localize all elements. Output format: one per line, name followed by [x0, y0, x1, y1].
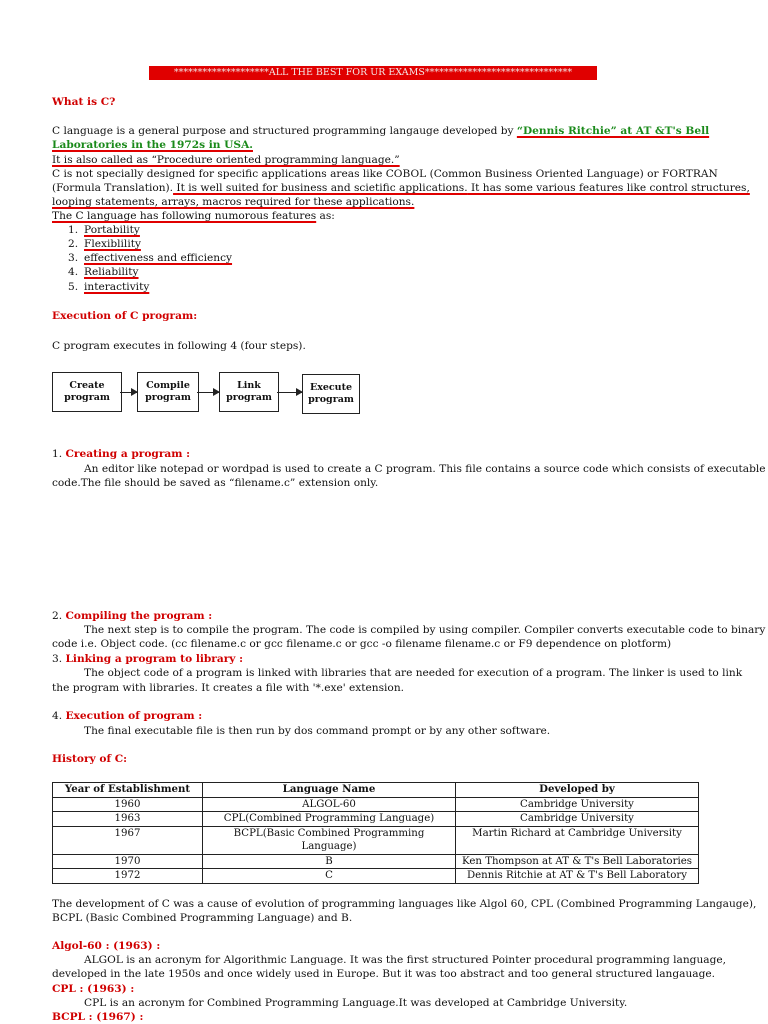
step-1-line-1: An editor like notepad or wordpad is used to create a C program. This file contains a source code which consists of executable [84, 463, 766, 475]
cpl-heading: CPL : (1963) : [52, 983, 135, 995]
step-2-title [52, 609, 212, 623]
table-cell: CPL(Combined Programming Language) [203, 812, 456, 827]
features-text: It has some various features like control structures, [467, 182, 750, 194]
table-cell: 1970 [53, 854, 203, 869]
features-intro-text: The C language has following numorous features [52, 210, 317, 222]
history-heading: History of C: [52, 753, 128, 765]
step-title: Compiling the program : [65, 610, 213, 622]
table-cell: Martin Richard at Cambridge University [456, 826, 699, 854]
feature-label: Reliability [84, 266, 139, 278]
step-number: 4. [52, 710, 63, 722]
execute-program-box [302, 374, 360, 414]
history-para-line-2: BCPL (Basic Combined Programming Language) and B. [52, 912, 353, 924]
feature-item: 4. Reliability [68, 266, 139, 278]
looping-text: looping statements, arrays, macros required for these applications. [52, 196, 415, 208]
step-1-title [52, 447, 190, 461]
procedure-oriented-text: It is also called as “Procedure oriented programming language.” [52, 154, 400, 166]
history-table [52, 782, 699, 884]
intro-line-3 [52, 153, 400, 167]
box-label: Execute [309, 382, 353, 393]
feature-label: interactivity [84, 281, 150, 293]
table-cell: Ken Thompson at AT & T's Bell Laboratories [456, 854, 699, 869]
feature-label: Portability [84, 224, 140, 236]
step-number: 3. [52, 653, 63, 665]
intro-line-1 [52, 124, 709, 138]
step-2-line-2: code i.e. Object code. (cc filename.c or gcc filename.c or gcc -o filename filename.c or F9 dependence on plotform) [52, 638, 672, 650]
algol-line-1: ALGOL is an acronym for Algorithmic Language. It was the first structured Pointer procedural programming language, [84, 954, 727, 966]
table-cell: C [203, 869, 456, 884]
compile-program-box [137, 372, 199, 412]
features-intro-suffix: as: [316, 210, 335, 222]
arrow-icon [120, 392, 137, 393]
cpl-line-1: CPL is an acronym for Combined Programming Language.It was developed at Cambridge University. [84, 997, 628, 1009]
arrow-icon [197, 392, 219, 393]
step-number: 1. [52, 448, 63, 460]
intro-line-5 [52, 181, 750, 195]
box-label: Create [69, 380, 105, 391]
table-row [53, 854, 699, 869]
step-4-title [52, 709, 202, 723]
intro-line-1-text: C language is a general purpose and structured programming langauge developed by [52, 125, 517, 137]
table-cell: 1963 [53, 812, 203, 827]
history-para-line-1: The development of C was a cause of evolution of programming languages like Algol 60, CPL (Combined Programming Langauge), [52, 898, 757, 910]
step-3-line-1: The object code of a program is linked with libraries that are needed for execution of a program. The linker is used to link [84, 667, 743, 679]
bcpl-heading: BCPL : (1967) : [52, 1011, 144, 1023]
table-cell: 1972 [53, 869, 203, 884]
step-3-title [52, 652, 243, 666]
table-row [53, 826, 699, 854]
link-program-box [219, 372, 279, 412]
step-2-line-1: The next step is to compile the program. The code is compiled by using compiler. Compiler converts executable code to binary [84, 624, 766, 636]
column-header: Developed by [456, 783, 699, 798]
feature-item: 2. Flexiblility [68, 238, 141, 250]
table-row [53, 797, 699, 812]
step-1-line-2: code.The file should be saved as “filename.c” extension only. [52, 477, 379, 489]
table-header-row [53, 783, 699, 798]
box-label: program [226, 392, 272, 403]
algol-line-2: developed in the late 1950s and once widely used in Europe. But it was too abstract and too general structured langauage. [52, 968, 716, 980]
table-cell: ALGOL-60 [203, 797, 456, 812]
feature-label: Flexiblility [84, 238, 141, 250]
step-title: Linking a program to library : [65, 653, 244, 665]
table-cell: 1967 [53, 826, 203, 854]
bell-labs-highlight: Laboratories in the 1972s in USA. [52, 139, 253, 151]
column-header: Language Name [203, 783, 456, 798]
step-number: 2. [52, 610, 63, 622]
box-label: program [64, 392, 110, 403]
table-row [53, 812, 699, 827]
what-is-c-heading: What is C? [52, 96, 116, 108]
create-program-box [52, 372, 122, 412]
feature-item: 1. Portability [68, 224, 140, 236]
column-header: Year of Establishment [53, 783, 203, 798]
table-row [53, 869, 699, 884]
feature-label: effectiveness and efficiency [84, 252, 233, 264]
box-label: program [308, 394, 354, 405]
box-label: program [145, 392, 191, 403]
exam-banner: ********************ALL THE BEST FOR UR EXAMS******************************* [149, 66, 597, 80]
intro-line-4: C is not specially designed for specific applications areas like COBOL (Common Business Oriented Language) or FORTRAN [52, 168, 718, 180]
step-title: Creating a program : [65, 448, 191, 460]
step-3-line-2: the program with libraries. It creates a file with '*.exe' extension. [52, 682, 405, 694]
step-title: Execution of program : [65, 710, 203, 722]
algol-heading: Algol-60 : (1963) : [52, 940, 161, 952]
box-label: Link [237, 380, 261, 391]
table-cell: Cambridge University [456, 812, 699, 827]
intro-line-7 [52, 209, 335, 223]
table-cell: BCPL(Basic Combined Programming Language) [203, 826, 456, 854]
execution-heading: Execution of C program: [52, 310, 198, 322]
table-cell: Cambridge University [456, 797, 699, 812]
intro-line-5-text: (Formula Translation). [52, 182, 174, 194]
business-apps-text: It is well suited for business and scietific applications. [173, 182, 468, 194]
dennis-ritchie-highlight: “Dennis Ritchie” at AT &T's Bell [516, 125, 710, 137]
feature-item: 5. interactivity [68, 281, 150, 293]
table-cell: Dennis Ritchie at AT & T's Bell Laboratory [456, 869, 699, 884]
feature-item: 3. effectiveness and efficiency [68, 252, 233, 264]
arrow-icon [277, 392, 302, 393]
table-cell: 1960 [53, 797, 203, 812]
box-label: Compile [146, 380, 190, 391]
table-cell: B [203, 854, 456, 869]
execution-subtitle: C program executes in following 4 (four steps). [52, 340, 306, 352]
intro-line-6 [52, 195, 414, 209]
step-4-line-1: The final executable file is then run by dos command prompt or by any other software. [84, 725, 551, 737]
intro-line-2 [52, 138, 253, 152]
